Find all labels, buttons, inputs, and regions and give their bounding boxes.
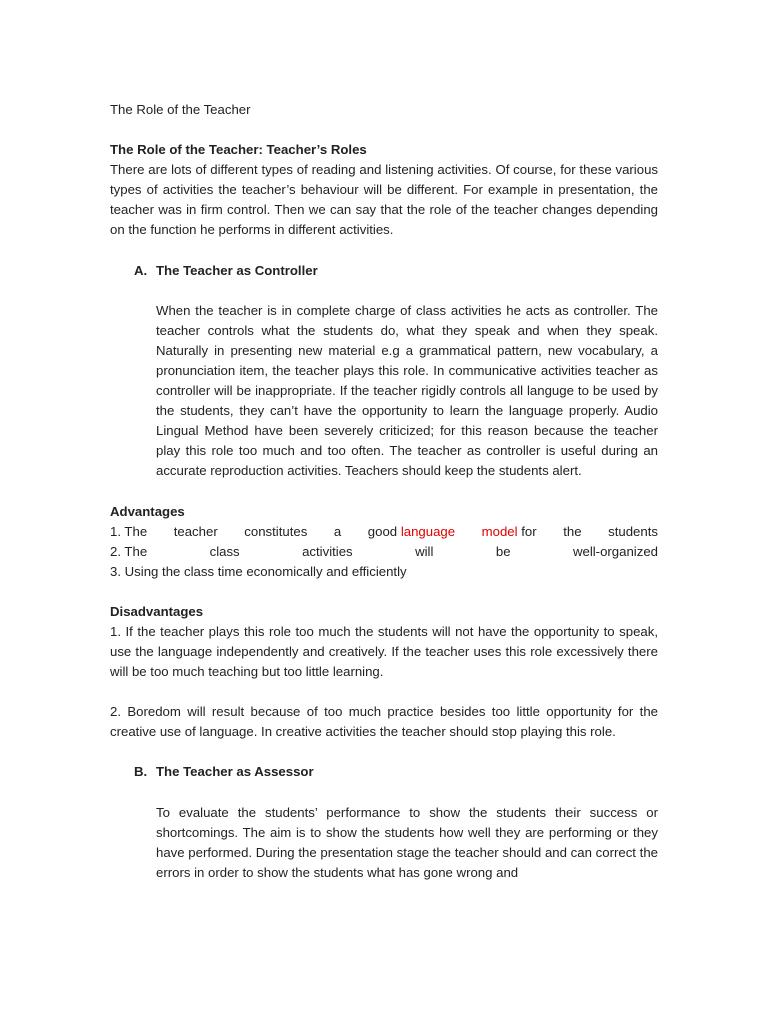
adv1-word: 1. The — [110, 523, 148, 539]
adv1-word: good language — [367, 523, 456, 539]
adv1-word: students — [608, 523, 658, 539]
adv1-word: model for — [481, 523, 537, 539]
adv2-word: class — [209, 543, 240, 559]
section-a-title: The Teacher as Controller — [156, 262, 318, 278]
section-a-body: When the teacher is in complete charge of class activities he acts as controller. The teacher controls what the students do, what they speak and when they speak. Naturally in presenting new material e.g a grammatical pattern, new vocabulary, a pronunciation item, the teacher plays this role. In communicative activities teacher as controller will be inappropriate. If the teacher rigidly controls all languge to be used by the students, they can’t have the opportunity to learn the language properly. Audio Lingual Method have been severely criticized; for this reason because the teacher play this role too much and too often. The teacher as controller is useful during an accurate reproduction activities. Teachers should keep the students alert. — [156, 302, 658, 479]
adv2-word: 2. The — [110, 543, 148, 559]
intro-paragraph: There are lots of different types of reading and listening activities. Of course, for these various types of activities the teacher’s behaviour will be different. For example in presentation, the teacher was in firm control. Then we can say that the role of the teacher changes depending on the function he performs in different activities. — [110, 162, 658, 238]
section-heading: The Role of the Teacher: Teacher’s Roles — [110, 142, 367, 158]
section-b-heading — [134, 762, 658, 782]
highlight-model: model — [481, 523, 518, 539]
adv2-word: well-organized — [572, 543, 658, 559]
advantage-item-3: 3. Using the class time economically and efficiently — [110, 563, 407, 579]
advantage-item-1 — [110, 522, 658, 542]
section-b-body: To evaluate the students’ performance to show the students their success or shortcomings. The aim is to show the students how well they are performing or they have performed. During the presentation stage the teacher should and can correct the errors in order to show the students what has gone wrong and — [156, 804, 658, 880]
section-b-marker: B. — [134, 764, 148, 780]
disadvantage-item-1: 1. If the teacher plays this role too much the students will not have the opportunity to speak, use the language independently and creatively. If the teacher uses this role excessively there will be too much teaching but too little learning. — [110, 623, 658, 680]
adv2-word: will — [415, 543, 434, 559]
highlight-language: language — [400, 523, 456, 539]
disadvantage-item-2: 2. Boredom will result because of too much practice besides too little opportunity for the creative use of language. In creative activities the teacher should stop playing this role. — [110, 704, 658, 740]
advantage-item-2 — [110, 542, 658, 562]
advantages-heading: Advantages — [110, 503, 185, 519]
section-a-marker: A. — [134, 262, 148, 278]
adv1-word: constitutes — [244, 523, 308, 539]
adv1-word: teacher — [173, 523, 218, 539]
document-title: The Role of the Teacher — [110, 102, 251, 117]
adv1-word: the — [563, 523, 582, 539]
adv2-word: activities — [302, 543, 353, 559]
section-a-heading — [134, 261, 658, 281]
disadvantages-heading: Disadvantages — [110, 603, 204, 619]
adv1-word: a — [333, 523, 342, 539]
adv2-word: be — [495, 543, 511, 559]
section-b-title: The Teacher as Assessor — [156, 764, 314, 780]
